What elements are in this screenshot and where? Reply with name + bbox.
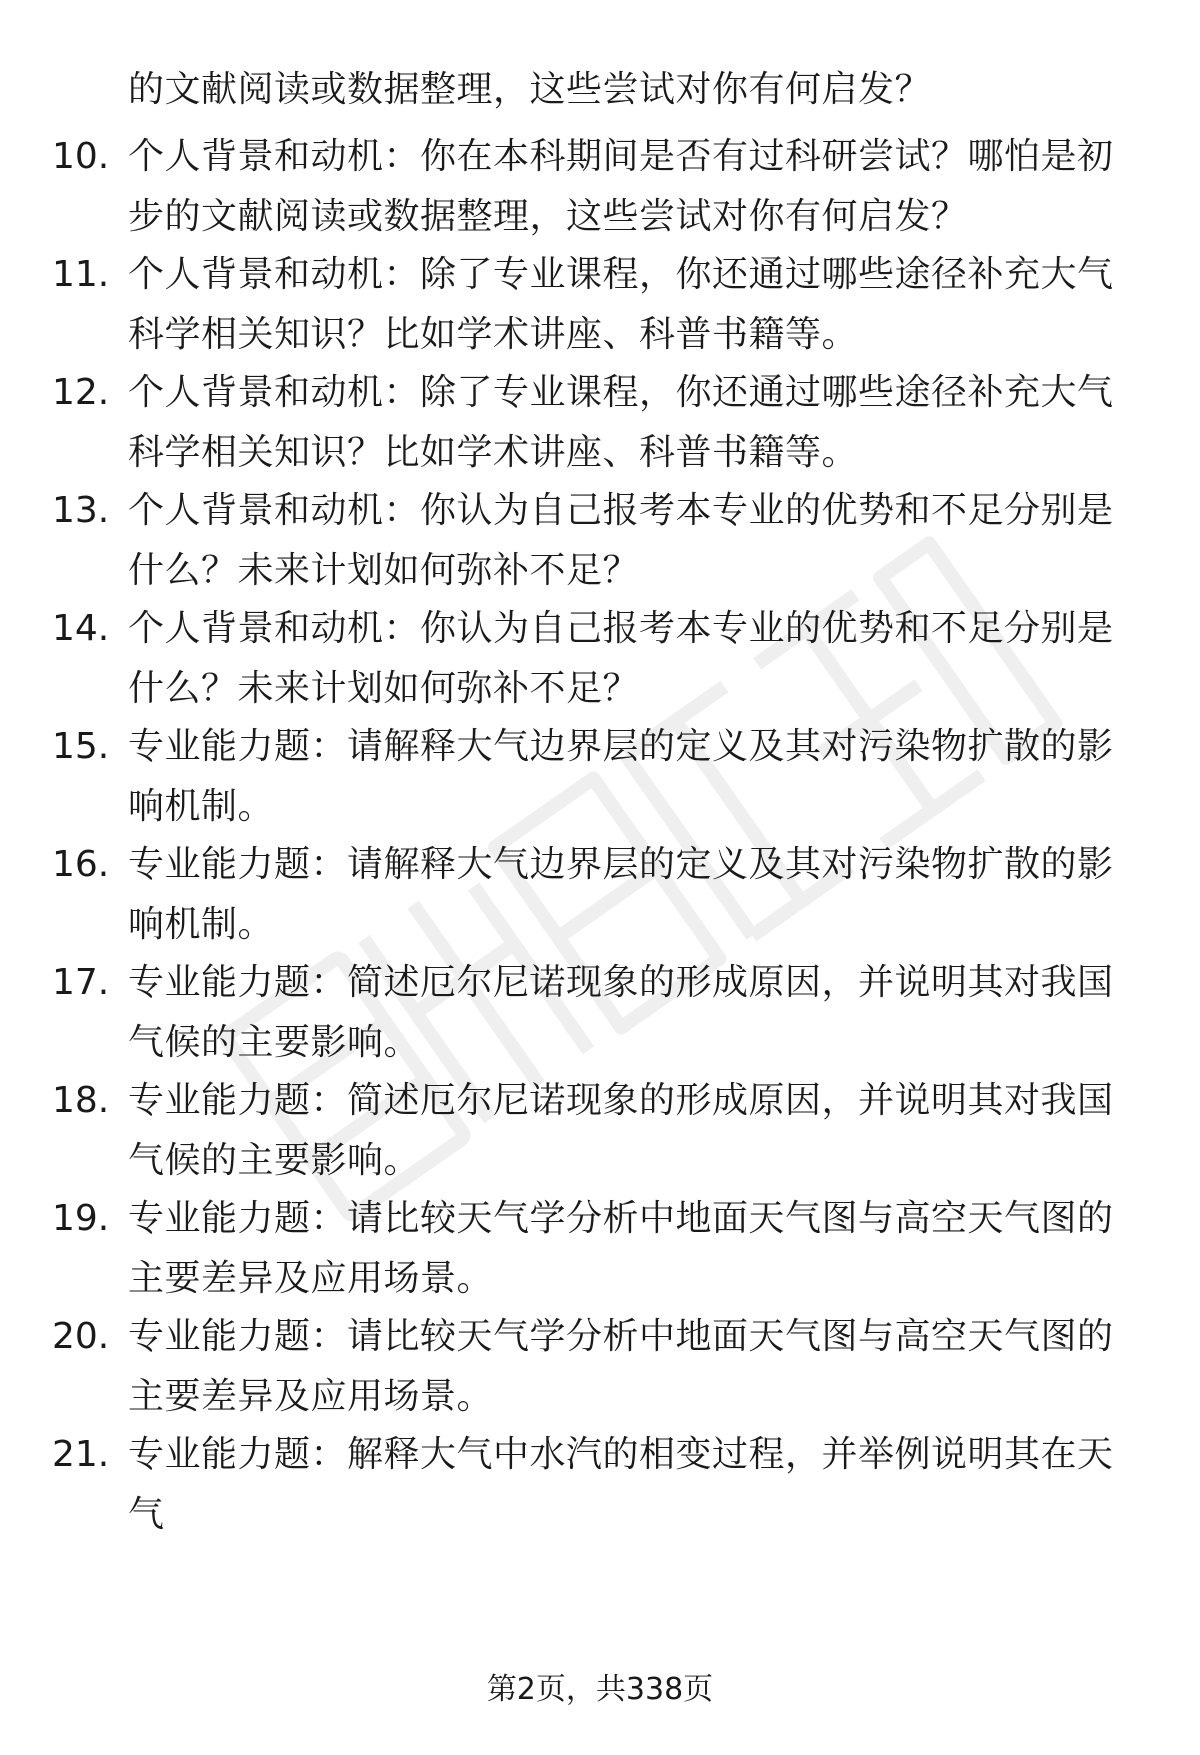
item-text: 个人背景和动机：你认为自己报考本专业的优势和不足分别是什么？未来计划如何弥补不足？: [128, 608, 1114, 709]
list-item: [0, 1189, 1200, 1309]
list-item: [0, 245, 1200, 365]
item-text: 专业能力题：简述厄尔尼诺现象的形成原因，并说明其对我国气候的主要影响。: [128, 1080, 1114, 1181]
list-item: [0, 1307, 1200, 1427]
item-text: 个人背景和动机：你认为自己报考本专业的优势和不足分别是什么？未来计划如何弥补不足？: [128, 490, 1114, 591]
item-text: 专业能力题：解释大气中水汽的相变过程，并举例说明其在天气: [128, 1434, 1114, 1535]
item-number: 11.: [52, 254, 110, 295]
item-number: 15.: [52, 726, 110, 767]
item-number: 14.: [52, 608, 110, 649]
page-footer: 第2页，共338页: [486, 1672, 714, 1707]
item-text: 个人背景和动机：你在本科期间是否有过科研尝试？哪怕是初步的文献阅读或数据整理，这些尝试对你有何启发？: [128, 136, 1114, 237]
item-number: 19.: [52, 1198, 110, 1239]
list-item: [0, 1425, 1200, 1535]
list-item: [0, 127, 1200, 247]
item-text: 专业能力题：简述厄尔尼诺现象的形成原因，并说明其对我国气候的主要影响。: [128, 962, 1114, 1063]
continuation-line: 的文献阅读或数据整理，这些尝试对你有何启发？: [128, 69, 932, 110]
item-number: 10.: [52, 136, 110, 177]
list-item: [0, 1071, 1200, 1191]
item-text: 专业能力题：请比较天气学分析中地面天气图与高空天气图的主要差异及应用场景。: [128, 1198, 1114, 1299]
item-text: 个人背景和动机：除了专业课程，你还通过哪些途径补充大气科学相关知识？比如学术讲座、科普书籍等。: [128, 254, 1114, 355]
item-text: 专业能力题：请解释大气边界层的定义及其对污染物扩散的影响机制。: [128, 844, 1114, 945]
list-item: [0, 481, 1200, 601]
item-text: 个人背景和动机：除了专业课程，你还通过哪些途径补充大气科学相关知识？比如学术讲座、科普书籍等。: [128, 372, 1114, 473]
item-number: 18.: [52, 1080, 110, 1121]
item-number: 16.: [52, 844, 110, 885]
item-number: 20.: [52, 1316, 110, 1357]
list-item: [0, 363, 1200, 483]
list-item: [0, 835, 1200, 955]
list-item: [0, 953, 1200, 1073]
item-number: 21.: [52, 1434, 110, 1475]
list-item: [0, 717, 1200, 837]
item-text: 专业能力题：请比较天气学分析中地面天气图与高空天气图的主要差异及应用场景。: [128, 1316, 1114, 1417]
item-number: 17.: [52, 962, 110, 1003]
list-item: [0, 599, 1200, 719]
item-number: 13.: [52, 490, 110, 531]
item-number: 12.: [52, 372, 110, 413]
item-text: 专业能力题：请解释大气边界层的定义及其对污染物扩散的影响机制。: [128, 726, 1114, 827]
